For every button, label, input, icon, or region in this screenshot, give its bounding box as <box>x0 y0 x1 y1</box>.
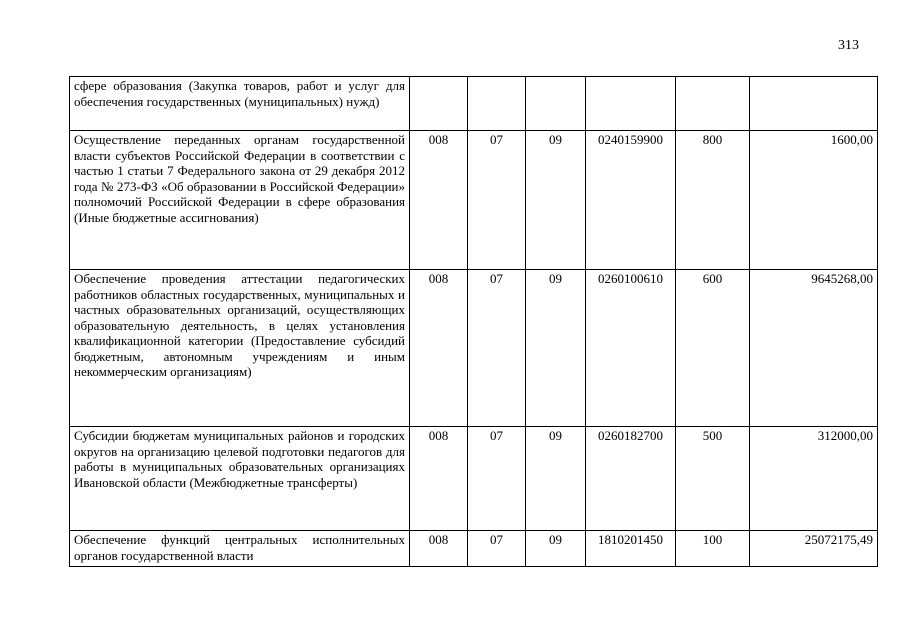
section-code <box>468 77 526 131</box>
section-code: 07 <box>468 427 526 531</box>
row-description: Обеспечение функций центральных исполнительных органов государственной власти <box>70 531 410 567</box>
row-description: сфере образования (Закупка товаров, работ и услуг для обеспечения государственных (муниципальных) нужд) <box>70 77 410 131</box>
target-code: 0240159900 <box>586 131 676 270</box>
table-row <box>70 531 878 567</box>
page-number: 313 <box>838 38 859 53</box>
section-code: 07 <box>468 131 526 270</box>
section-code: 07 <box>468 270 526 427</box>
ministry-code <box>410 77 468 131</box>
row-description: Осуществление переданных органам государственной власти субъектов Российской Федерации в соответствии с частью 1 статьи 7 Федерального закона от 29 декабря 2012 года № 273-ФЗ «Об образовании в Российской Федерации» полномочий Российской Федерации в сфере образования (Иные бюджетные ассигнования) <box>70 131 410 270</box>
target-code <box>586 77 676 131</box>
target-code: 0260182700 <box>586 427 676 531</box>
ministry-code: 008 <box>410 131 468 270</box>
subsection-code: 09 <box>526 270 586 427</box>
amount-value <box>750 77 878 131</box>
table-row <box>70 427 878 531</box>
amount-value: 25072175,49 <box>750 531 878 567</box>
subsection-code: 09 <box>526 131 586 270</box>
table-row <box>70 131 878 270</box>
expense-type-code <box>676 77 750 131</box>
expense-type-code: 500 <box>676 427 750 531</box>
ministry-code: 008 <box>410 427 468 531</box>
section-code: 07 <box>468 531 526 567</box>
ministry-code: 008 <box>410 531 468 567</box>
table-row <box>70 77 878 131</box>
expense-type-code: 100 <box>676 531 750 567</box>
subsection-code <box>526 77 586 131</box>
subsection-code: 09 <box>526 427 586 531</box>
expense-type-code: 800 <box>676 131 750 270</box>
table-row <box>70 270 878 427</box>
row-description: Субсидии бюджетам муниципальных районов и городских округов на организацию целевой подготовки педагогов для работы в муниципальных образовательных организациях Ивановской области (Межбюджетные трансферты) <box>70 427 410 531</box>
row-description: Обеспечение проведения аттестации педагогических работников областных государственных, муниципальных и частных образовательных организаций, осуществляющих образовательную деятельность, в целях установления квалификационной категории (Предоставление субсидий бюджетным, автономным учреждениям и иным некоммерческим организациям) <box>70 270 410 427</box>
ministry-code: 008 <box>410 270 468 427</box>
target-code: 1810201450 <box>586 531 676 567</box>
subsection-code: 09 <box>526 531 586 567</box>
target-code: 0260100610 <box>586 270 676 427</box>
amount-value: 9645268,00 <box>750 270 878 427</box>
budget-table <box>69 76 878 567</box>
amount-value: 312000,00 <box>750 427 878 531</box>
expense-type-code: 600 <box>676 270 750 427</box>
amount-value: 1600,00 <box>750 131 878 270</box>
